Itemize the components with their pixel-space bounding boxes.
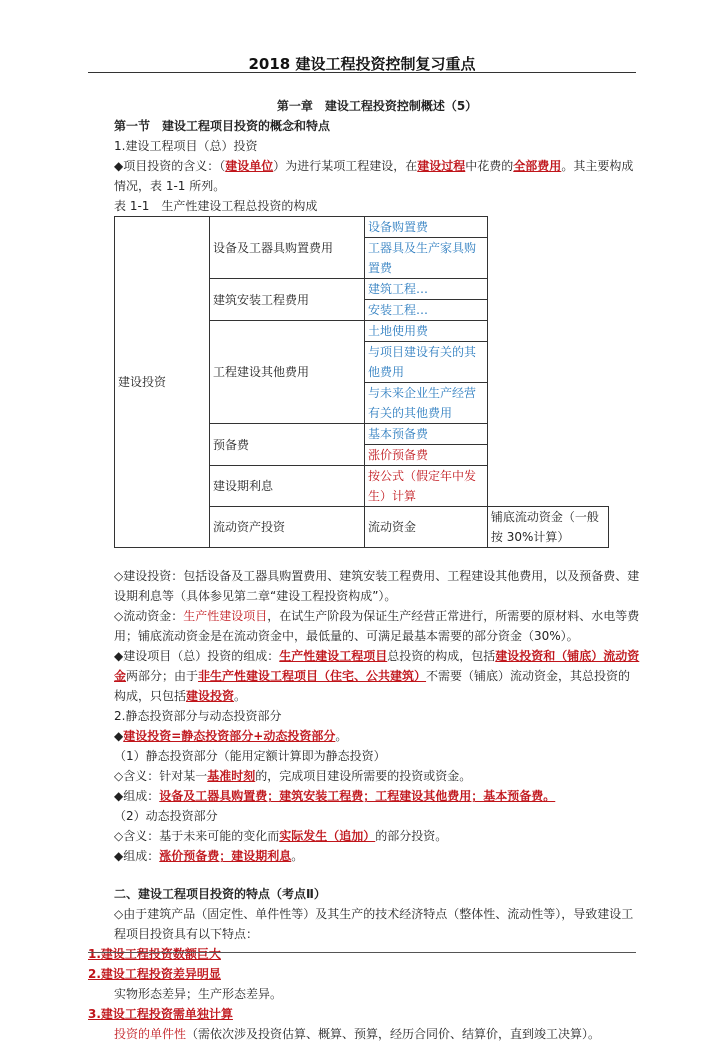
table-cell: 设备购置费: [365, 217, 488, 238]
section-title: 二、建设工程项目投资的特点（考点Ⅱ）: [114, 887, 326, 901]
table-cell: 安装工程…: [365, 300, 488, 321]
paragraph: ◇含义：针对某一基准时刻的，完成项目建设所需要的投资或资金。: [114, 769, 472, 783]
paragraph: （1）静态投资部分（能用定额计算即为静态投资）: [114, 749, 386, 763]
paragraph: ◇流动资金：生产性建设项目，在试生产阶段为保证生产经营正常进行，所需要的原材料、水电等费用；铺底流动资金是在流动资金中，最低量的、可满足最基本需要的部分资金（30%）。: [114, 609, 640, 643]
paragraph: ◆组成：设备及工器具购置费；建筑安装工程费；工程建设其他费用；基本预备费。: [114, 789, 556, 803]
paragraph: ◆建设项目（总）投资的组成：生产性建设工程项目总投资的构成，包括建设投资和（铺底）流动资金两部分；由于非生产性建设工程项目（住宅、公共建筑）不需要（铺底）流动资金，其总投资的构成，只包括建设投资。: [114, 649, 640, 703]
table-cell: 建筑工程…: [365, 279, 488, 300]
document-body: [88, 96, 640, 1044]
footer-divider: [88, 952, 636, 953]
feature-heading: 2.建设工程投资差异明显: [88, 967, 221, 981]
paragraph: ◇建设投资：包括设备及工器具购置费用、建筑安装工程费用、工程建设其他费用，以及预备费、建设期利息等（具体参见第二章“建设工程投资构成”）。: [114, 569, 640, 603]
table-cell: 工程建设其他费用: [210, 321, 365, 424]
table-cell: 基本预备费: [365, 424, 488, 445]
item-heading: 2.静态投资部分与动态投资部分: [114, 709, 282, 723]
table-cell: 设备及工器具购置费用: [210, 217, 365, 279]
table-cell: 流动资产投资: [210, 507, 365, 548]
paragraph: 实物形态差异；生产形态差异。: [114, 987, 283, 1001]
page-title: 2018 建设工程投资控制复习重点: [248, 55, 476, 73]
table-cell: 按公式（假定年中发生）计算: [365, 466, 488, 507]
paragraph: ◆组成：涨价预备费；建设期利息。: [114, 849, 304, 863]
feature-heading: 1.建设工程投资数额巨大: [88, 947, 221, 961]
table-caption: 表 1-1 生产性建设工程总投资的构成: [114, 199, 318, 213]
item-heading: 1.建设工程项目（总）投资: [114, 139, 258, 153]
table-cell: 土地使用费: [365, 321, 488, 342]
table-cell: 建筑安装工程费用: [210, 279, 365, 321]
paragraph: ◇含义：基于未来可能的变化而实际发生（追加）的部分投资。: [114, 829, 448, 843]
table-cell: 预备费: [210, 424, 365, 466]
paragraph: （2）动态投资部分: [114, 809, 218, 823]
table-cell: 建设期利息: [210, 466, 365, 507]
feature-heading: 3.建设工程投资需单独计算: [88, 1007, 233, 1021]
table-cell: 涨价预备费: [365, 445, 488, 466]
investment-table: [114, 216, 609, 548]
section-title: 第一节 建设工程项目投资的概念和特点: [114, 119, 331, 133]
table-cell: 铺底流动资金（一般按 30%计算）: [487, 507, 608, 548]
paragraph: 投资的单件性（需依次涉及投资估算、概算、预算，经历合同价、结算价，直到竣工决算）。: [114, 1027, 601, 1041]
table-cell: 建设投资: [115, 217, 210, 548]
header-divider: [88, 72, 636, 73]
table-cell: 与项目建设有关的其他费用: [365, 342, 488, 383]
table-cell: 与未来企业生产经营有关的其他费用: [365, 383, 488, 424]
paragraph: ◇由于建筑产品（固定性、单件性等）及其生产的技术经济特点（整体性、流动性等），导致建设工程项目投资具有以下特点：: [114, 907, 634, 941]
table-cell: 工器具及生产家具购置费: [365, 238, 488, 279]
table-cell: 流动资金: [365, 507, 488, 548]
paragraph: ◆建设投资=静态投资部分+动态投资部分。: [114, 729, 348, 743]
paragraph: ◆项目投资的含义：（建设单位）为进行某项工程建设，在建设过程中花费的全部费用。其主要构成情况，表 1-1 所列。: [114, 159, 634, 193]
chapter-title: 第一章 建设工程投资控制概述（5）: [276, 99, 478, 113]
